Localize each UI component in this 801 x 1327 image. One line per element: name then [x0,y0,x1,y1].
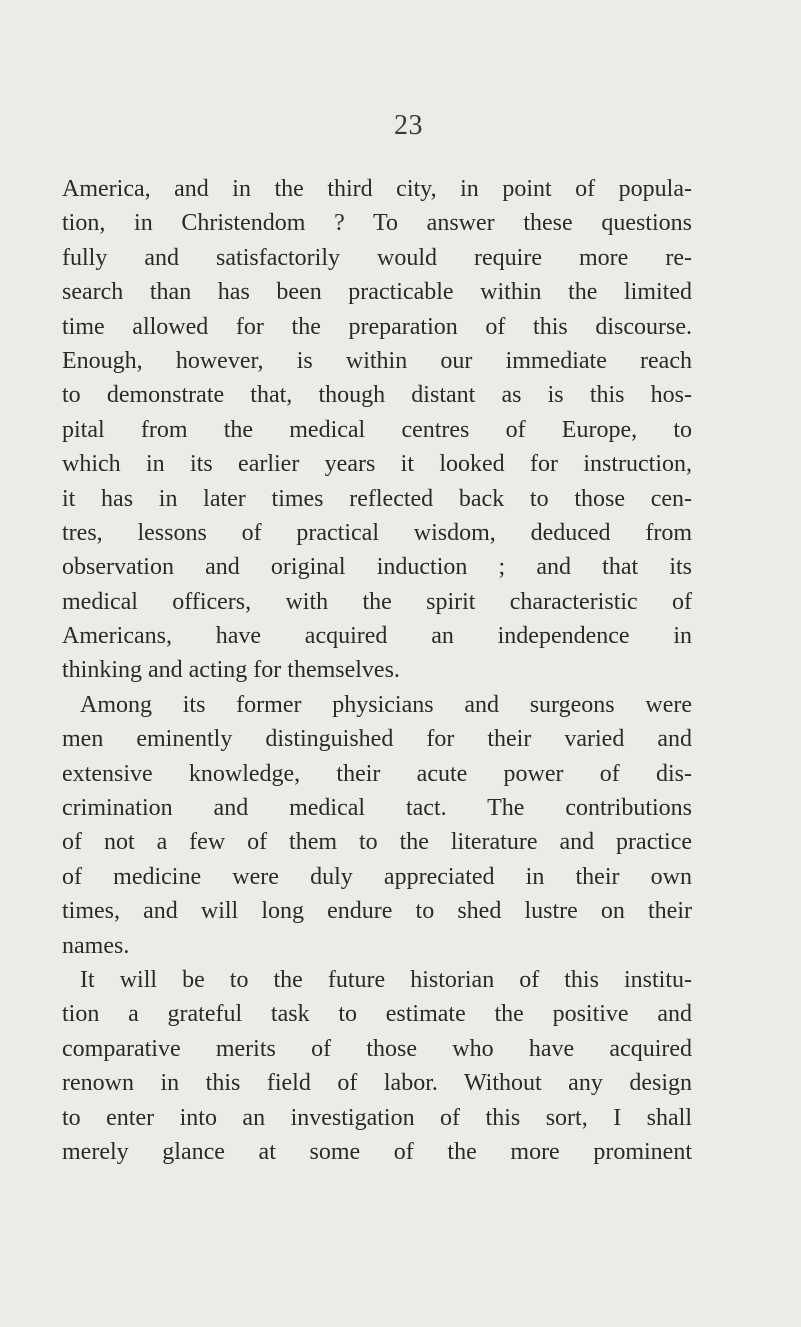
text-line: crimination and medical tact. The contributions [62,795,692,822]
text-line: renown in this field of labor. Without any design [62,1070,692,1097]
text-line: tion a grateful task to estimate the positive and [62,1001,692,1028]
text-line: It will be to the future historian of this institu- [80,966,692,993]
text-line: of medicine were duly appreciated in their own [62,863,692,890]
text-line: comparative merits of those who have acquired [62,1035,692,1062]
text-line: which in its earlier years it looked for instruction, [62,451,692,478]
text-line: thinking and acting for themselves. [62,657,400,684]
text-line: observation and original induction ; and that its [62,554,692,581]
text-line: Enough, however, is within our immediate reach [62,347,692,374]
text-line: men eminently distinguished for their varied and [62,726,692,753]
text-line: to demonstrate that, though distant as is this hos- [62,382,692,409]
text-line: merely glance at some of the more prominent [62,1138,692,1165]
text-line: times, and will long endure to shed lustre on their [62,898,692,925]
text-line: tion, in Christendom ? To answer these questions [62,210,692,237]
text-line: fully and satisfactorily would require more re- [62,244,692,271]
text-line: time allowed for the preparation of this discourse. [62,313,692,340]
text-line: extensive knowledge, their acute power of dis- [62,760,692,787]
text-line: pital from the medical centres of Europe, to [62,416,692,443]
page-number: 23 [394,110,423,141]
text-line: Among its former physicians and surgeons were [80,691,692,718]
text-line: it has in later times reflected back to those cen- [62,485,692,512]
text-line: America, and in the third city, in point of popula- [62,176,692,202]
body-text [62,172,692,1169]
text-line: tres, lessons of practical wisdom, deduced from [62,519,692,546]
text-line: names. [62,932,130,959]
text-line: Americans, have acquired an independence in [62,623,692,650]
text-line: search than has been practicable within the limited [62,279,692,306]
text-line: medical officers, with the spirit characteristic of [62,588,692,615]
text-line: of not a few of them to the literature and practice [62,829,692,856]
text-line: to enter into an investigation of this sort, I shall [62,1104,692,1131]
